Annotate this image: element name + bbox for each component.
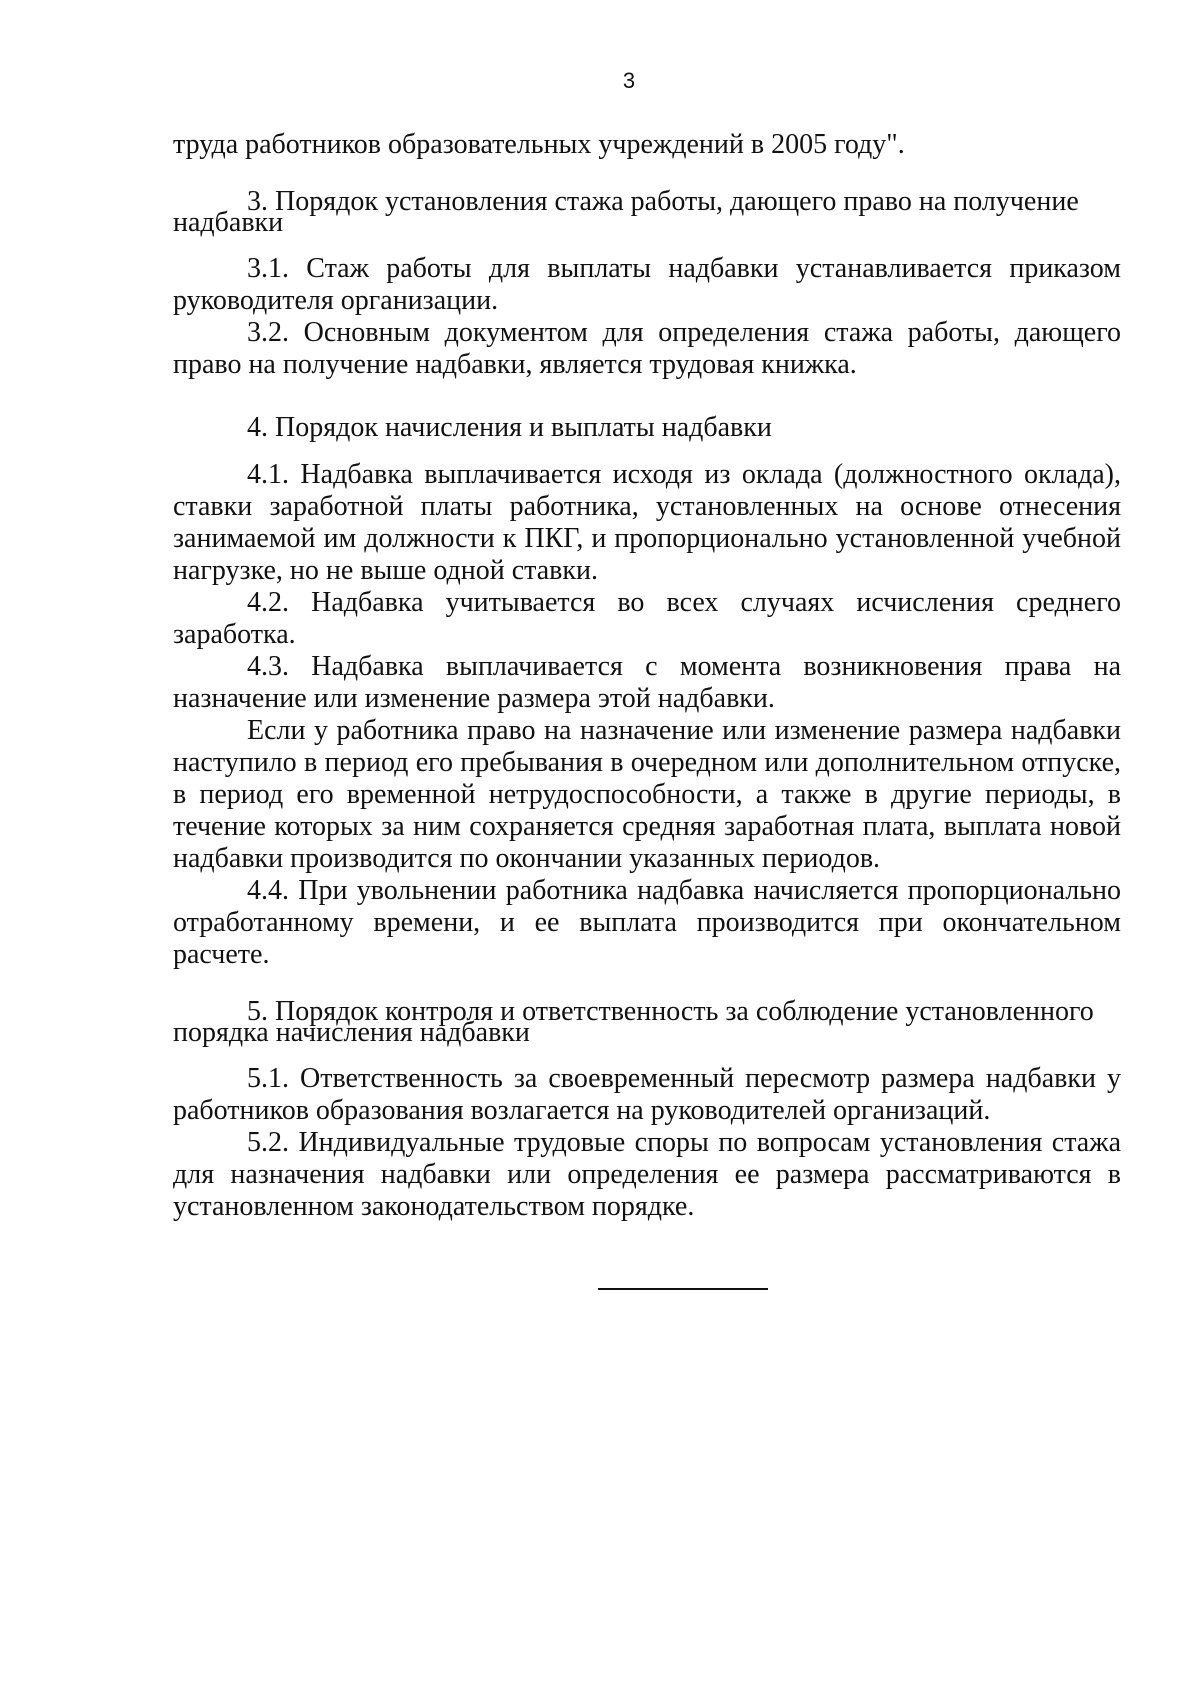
paragraph-5-2: 5.2. Индивидуальные трудовые споры по вопросам установления стажа для назначения надбавки или определения ее размера рассматриваются в установленном законодательством порядке. [173, 1127, 1121, 1222]
page-number: 3 [622, 68, 636, 93]
section-5-heading: 5. Порядок контроля и ответственность за соблюдение установленного порядка начисления надбавки [173, 996, 1094, 1048]
paragraph-3-2: 3.2. Основным документом для определения стажа работы, дающего право на получение надбавки, является трудовая книжка. [173, 317, 1121, 380]
paragraph-4-2: 4.2. Надбавка учитывается во всех случаях исчисления среднего заработка. [173, 587, 1121, 650]
section-3-heading: 3. Порядок установления стажа работы, дающего право на получение надбавки [173, 186, 1079, 238]
paragraph-continuation: труда работников образовательных учреждений в 2005 году". [173, 129, 905, 160]
paragraph-5-1: 5.1. Ответственность за своевременный пересмотр размера надбавки у работников образования возлагается на руководителей организаций. [173, 1063, 1121, 1126]
paragraph-4-3-continued: Если у работника право на назначение или изменение размера надбавки наступило в период его пребывания в очередном или дополнительном отпуске, в период его временной нетрудоспособности, а также в другие периоды, в течение которых за ним сохраняется средняя заработная плата, выплата новой надбавки производится по окончании указанных периодов. [173, 715, 1121, 874]
paragraph-3-1: 3.1. Стаж работы для выплаты надбавки устанавливается приказом руководителя организации. [173, 253, 1121, 316]
paragraph-4-4: 4.4. При увольнении работника надбавка начисляется пропорционально отработанному времени, и ее выплата производится при окончательном расчете. [173, 875, 1121, 970]
end-of-document-rule [598, 1288, 768, 1290]
document-body [173, 129, 1121, 1223]
paragraph-4-3: 4.3. Надбавка выплачивается с момента возникновения права на назначение или изменение размера этой надбавки. [173, 651, 1121, 714]
paragraph-4-1: 4.1. Надбавка выплачивается исходя из оклада (должностного оклада), ставки заработной платы работника, установленных на основе отнесения занимаемой им должности к ПКГ, и пропорционально установленной учебной нагрузке, но не выше одной ставки. [173, 459, 1121, 586]
section-4-heading: 4. Порядок начисления и выплаты надбавки [247, 412, 772, 443]
